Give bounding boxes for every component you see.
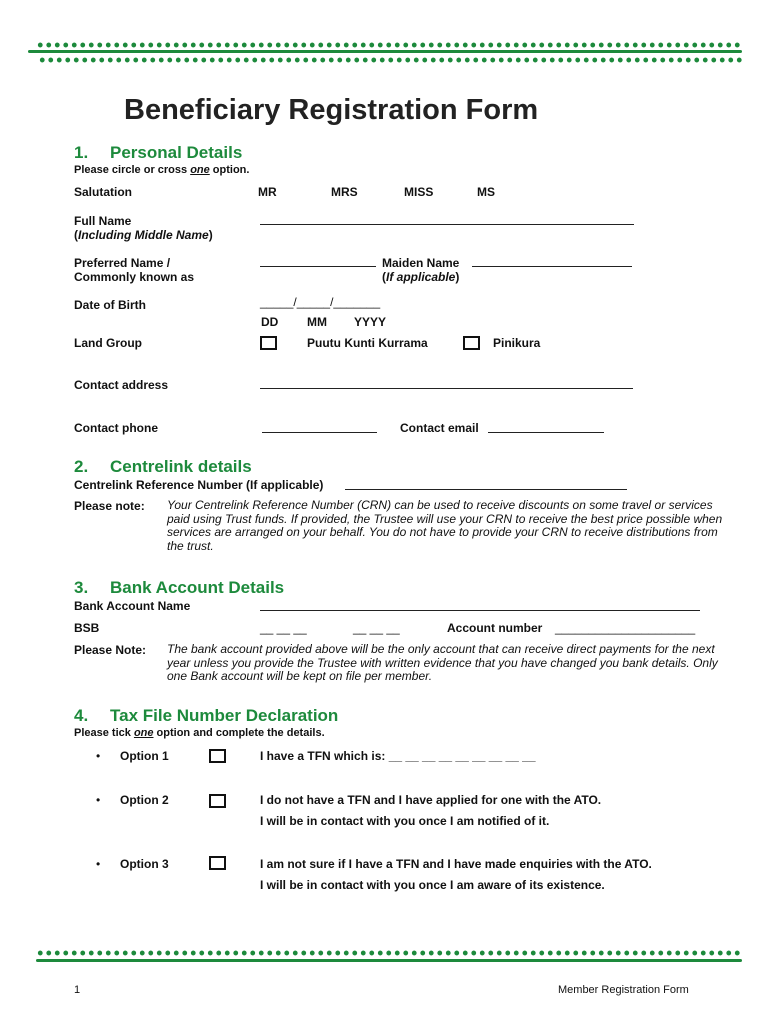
land-group-checkbox-2[interactable] (463, 336, 480, 350)
bank-account-name-label: Bank Account Name (74, 599, 191, 613)
centrelink-note-label: Please note: (74, 499, 145, 513)
instruction-text: Please tick (74, 727, 134, 739)
land-group-checkbox-1[interactable] (260, 336, 277, 350)
salutation-mr[interactable]: MR (258, 185, 277, 199)
instruction-emphasis: one (190, 164, 210, 176)
section-4-heading: Tax File Number Declaration (110, 706, 339, 725)
instruction-emphasis: one (133, 727, 154, 739)
dob-label: Date of Birth (74, 298, 146, 312)
option-2-text-line-1: I do not have a TFN and I have applied for one with the ATO. (260, 793, 602, 807)
top-dot-border (36, 42, 742, 48)
salutation-mrs[interactable]: MRS (331, 185, 358, 199)
preferred-name-label: Preferred Name / (74, 256, 171, 270)
crn-label: Centrelink Reference Number (If applicable) (74, 478, 324, 492)
option-2-text-line-2: I will be in contact with you once I am notified of it. (260, 814, 550, 828)
option-3-text-line-1: I am not sure if I have a TFN and I have made enquiries with the ATO. (260, 857, 652, 871)
land-group-option-2: Pinikura (493, 336, 541, 350)
option-2-label: Option 2 (120, 793, 169, 807)
bullet-option-1: • (96, 749, 101, 763)
maiden-name-sublabel (382, 270, 459, 284)
preferred-name-label-2: Commonly known as (74, 270, 195, 284)
contact-email-field[interactable] (488, 432, 604, 433)
salutation-label: Salutation (74, 185, 133, 199)
instruction-text-end: option. (209, 164, 250, 176)
bsb-field-2[interactable]: __ __ __ (353, 621, 400, 635)
paren-close: ) (455, 270, 460, 284)
maiden-sub-text: If applicable (386, 270, 456, 284)
salutation-miss[interactable]: MISS (404, 185, 434, 199)
dob-mm: MM (307, 315, 327, 329)
option-2-checkbox[interactable] (209, 794, 226, 808)
section-3-number: 3. (74, 578, 89, 597)
paren-open: ( (74, 228, 78, 242)
dob-dd: DD (261, 315, 279, 329)
bank-note-text: The bank account provided above will be the only account that can receive direct payments for the next year unless you provide the Trustee with written evidence that you have changed you bank details. Only one Bank account will be kept on file per member. (167, 642, 718, 683)
section-4-instruction (74, 727, 325, 739)
option-3-text-line-2: I will be in contact with you once I am aware of its existence. (260, 878, 605, 892)
option-3-label: Option 3 (120, 857, 169, 871)
land-group-option-1: Puutu Kunti Kurrama (307, 336, 428, 350)
bsb-field-1[interactable]: __ __ __ (260, 621, 307, 635)
full-name-sublabel (74, 228, 213, 242)
contact-address-field[interactable] (260, 388, 633, 389)
section-1-number: 1. (74, 143, 89, 162)
page-number: 1 (74, 984, 81, 996)
preferred-name-field[interactable] (260, 266, 376, 267)
dob-yyyy: YYYY (354, 315, 387, 329)
page-title: Beneficiary Registration Form (124, 94, 539, 126)
paren-open: ( (382, 270, 386, 284)
top-green-rule (28, 50, 742, 53)
salutation-ms[interactable]: MS (477, 185, 495, 199)
contact-address-label: Contact address (74, 378, 169, 392)
maiden-name-label: Maiden Name (382, 256, 460, 270)
bottom-green-rule (36, 959, 742, 962)
section-1-instruction (74, 164, 249, 176)
bank-note-label: Please Note: (74, 643, 147, 657)
top-dot-border-2 (38, 57, 744, 63)
contact-phone-label: Contact phone (74, 421, 158, 435)
instruction-text: Please circle or cross (74, 164, 191, 176)
bank-account-name-field[interactable] (260, 610, 700, 611)
section-2-number: 2. (74, 457, 89, 476)
bullet-option-2: • (96, 793, 101, 807)
option-1-checkbox[interactable] (209, 749, 226, 763)
section-3-heading: Bank Account Details (110, 578, 285, 597)
full-name-field[interactable] (260, 224, 634, 225)
section-1-heading: Personal Details (110, 143, 243, 162)
maiden-name-field[interactable] (472, 266, 632, 267)
option-3-checkbox[interactable] (209, 856, 226, 870)
land-group-label: Land Group (74, 336, 142, 350)
contact-email-label: Contact email (400, 421, 479, 435)
bottom-dot-border (36, 950, 742, 956)
section-4-number: 4. (74, 706, 89, 725)
contact-phone-field[interactable] (262, 432, 377, 433)
section-2-heading: Centrelink details (110, 457, 252, 476)
full-name-sub-text: Including Middle Name (78, 228, 209, 242)
account-number-label: Account number (447, 621, 543, 635)
footer-form-name: Member Registration Form (558, 984, 689, 996)
full-name-label: Full Name (74, 214, 132, 228)
option-1-label: Option 1 (120, 749, 169, 763)
instruction-text-end: option and complete the details. (153, 727, 325, 739)
paren-close: ) (208, 228, 213, 242)
crn-field[interactable] (345, 489, 627, 490)
centrelink-note-text: Your Centrelink Reference Number (CRN) can be used to receive discounts on some travel or services paid using Trust funds. If provided, the Trustee will use your CRN to receive the best price possible when services are arranged on your behalf. You do not have to provide your CRN to receive distributions from the trust. (167, 498, 723, 553)
bullet-option-3: • (96, 857, 101, 871)
account-number-field[interactable]: _____________________ (555, 621, 696, 635)
dob-field[interactable]: _____/_____/_______ (260, 295, 381, 309)
option-1-text: I have a TFN which is: __ __ __ __ __ __ __ __ __ (260, 749, 536, 763)
bsb-label: BSB (74, 621, 100, 635)
